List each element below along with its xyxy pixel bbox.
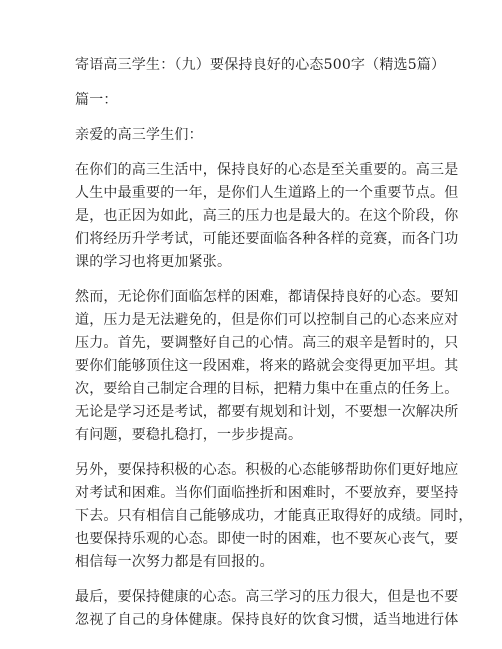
document-title: 寄语高三学生：（九）要保持良好的心态500字（精选5篇） xyxy=(75,57,446,73)
paragraph-line: 忽视了自己的身体健康。保持良好的饮食习惯，适当地进行体 xyxy=(75,612,459,628)
paragraph-line: 然而，无论你们面临怎样的困难，都请保持良好的心态。要知 xyxy=(75,289,459,305)
greeting: 亲爱的高三学生们： xyxy=(75,127,203,143)
paragraph-line: 要你们能够顶住这一段困难，将来的路就会变得更加平坦。其 xyxy=(75,358,459,374)
paragraph-line: 另外，要保持积极的心态。积极的心态能够帮助你们更好地应 xyxy=(75,462,459,478)
paragraph-line: 课的学习也将更加紧张。 xyxy=(75,254,232,270)
paragraph-line: 次，要给自己制定合理的目标，把精力集中在重点的任务上。 xyxy=(75,381,459,397)
paragraph-line: 下去。只有相信自己能够成功，才能真正取得好的成绩。同时， xyxy=(75,508,473,524)
paragraph-line: 也要保持乐观的心态。即使一时的困难，也不要灰心丧气，要 xyxy=(75,531,459,547)
paragraph-line: 们将经历升学考试，可能还要面临各种各样的竞赛，而各门功 xyxy=(75,231,459,247)
paragraph-line: 对考试和困难。当你们面临挫折和困难时，不要放弃，要坚持 xyxy=(75,485,459,501)
paragraph-line: 压力。首先，要调整好自己的心情。高三的艰辛是暂时的，只 xyxy=(75,335,459,351)
paragraph-line: 无论是学习还是考试，都要有规划和计划，不要想一次解决所 xyxy=(75,404,459,420)
section-heading: 篇一： xyxy=(75,92,118,108)
paragraph-line: 最后，要保持健康的心态。高三学习的压力很大，但是也不要 xyxy=(75,589,459,605)
paragraph-line: 是，也正因为如此，高三的压力也是最大的。在这个阶段，你 xyxy=(75,208,459,224)
paragraph-line: 相信每一次努力都是有回报的。 xyxy=(75,554,274,570)
paragraph-line: 人生中最重要的一年，是你们人生道路上的一个重要节点。但 xyxy=(75,185,459,201)
paragraph-line: 在你们的高三生活中，保持良好的心态是至关重要的。高三是 xyxy=(75,162,459,178)
paragraph-line: 道，压力是无法避免的，但是你们可以控制自己的心态来应对 xyxy=(75,312,459,328)
paragraph-line: 有问题，要稳扎稳打，一步步提高。 xyxy=(75,427,303,443)
